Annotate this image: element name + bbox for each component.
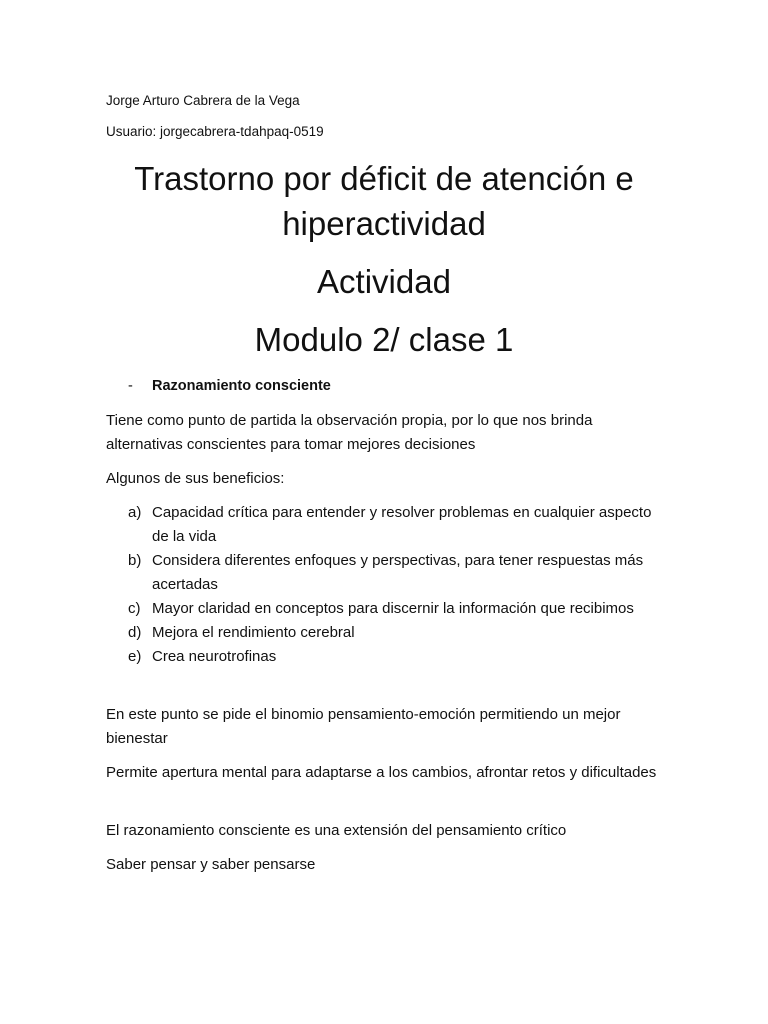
paragraph-apertura: Permite apertura mental para adaptarse a los cambios, afrontar retos y dificultades	[106, 764, 657, 781]
list-item-text: Crea neurotrofinas	[152, 648, 277, 665]
list-item-marker: d)	[128, 624, 142, 641]
list-item-marker: b)	[128, 552, 142, 569]
section-bullet: -	[128, 378, 133, 394]
user-id: Usuario: jorgecabrera-tdahpaq-0519	[106, 124, 324, 139]
list-item	[128, 621, 668, 645]
list-item	[128, 597, 668, 621]
benefits-list	[128, 501, 668, 669]
list-item	[128, 501, 668, 549]
paragraph-extension: El razonamiento consciente es una extensión del pensamiento crítico	[106, 822, 567, 839]
list-item-text: Mejora el rendimiento cerebral	[152, 624, 355, 641]
document-title-line-2: hiperactividad	[282, 205, 486, 242]
benefits-label: Algunos de sus beneficios:	[106, 470, 285, 487]
list-item-text: Capacidad crítica para entender y resolver problemas en cualquier aspecto de la vida	[152, 504, 652, 545]
list-item	[128, 549, 668, 597]
list-item-marker: a)	[128, 504, 142, 521]
paragraph-saber-pensar: Saber pensar y saber pensarse	[106, 856, 316, 873]
section-heading-text: Razonamiento consciente	[152, 378, 331, 394]
list-item-marker: c)	[128, 600, 141, 617]
list-item	[128, 645, 668, 669]
document-title-line-1: Trastorno por déficit de atención e	[134, 160, 634, 197]
module-title: Modulo 2/ clase 1	[254, 321, 514, 358]
intro-paragraph: Tiene como punto de partida la observación propia, por lo que nos brinda alternativas conscientes para tomar mejores decisiones	[106, 412, 593, 453]
list-item-text: Mayor claridad en conceptos para discernir la información que recibimos	[152, 600, 634, 617]
activity-title: Actividad	[317, 263, 451, 300]
section-heading	[128, 376, 331, 396]
list-item-text: Considera diferentes enfoques y perspectivas, para tener respuestas más acertadas	[152, 552, 644, 593]
paragraph-binomio: En este punto se pide el binomio pensamiento-emoción permitiendo un mejor bienestar	[106, 706, 621, 747]
author-name: Jorge Arturo Cabrera de la Vega	[106, 93, 300, 108]
list-item-marker: e)	[128, 648, 142, 665]
